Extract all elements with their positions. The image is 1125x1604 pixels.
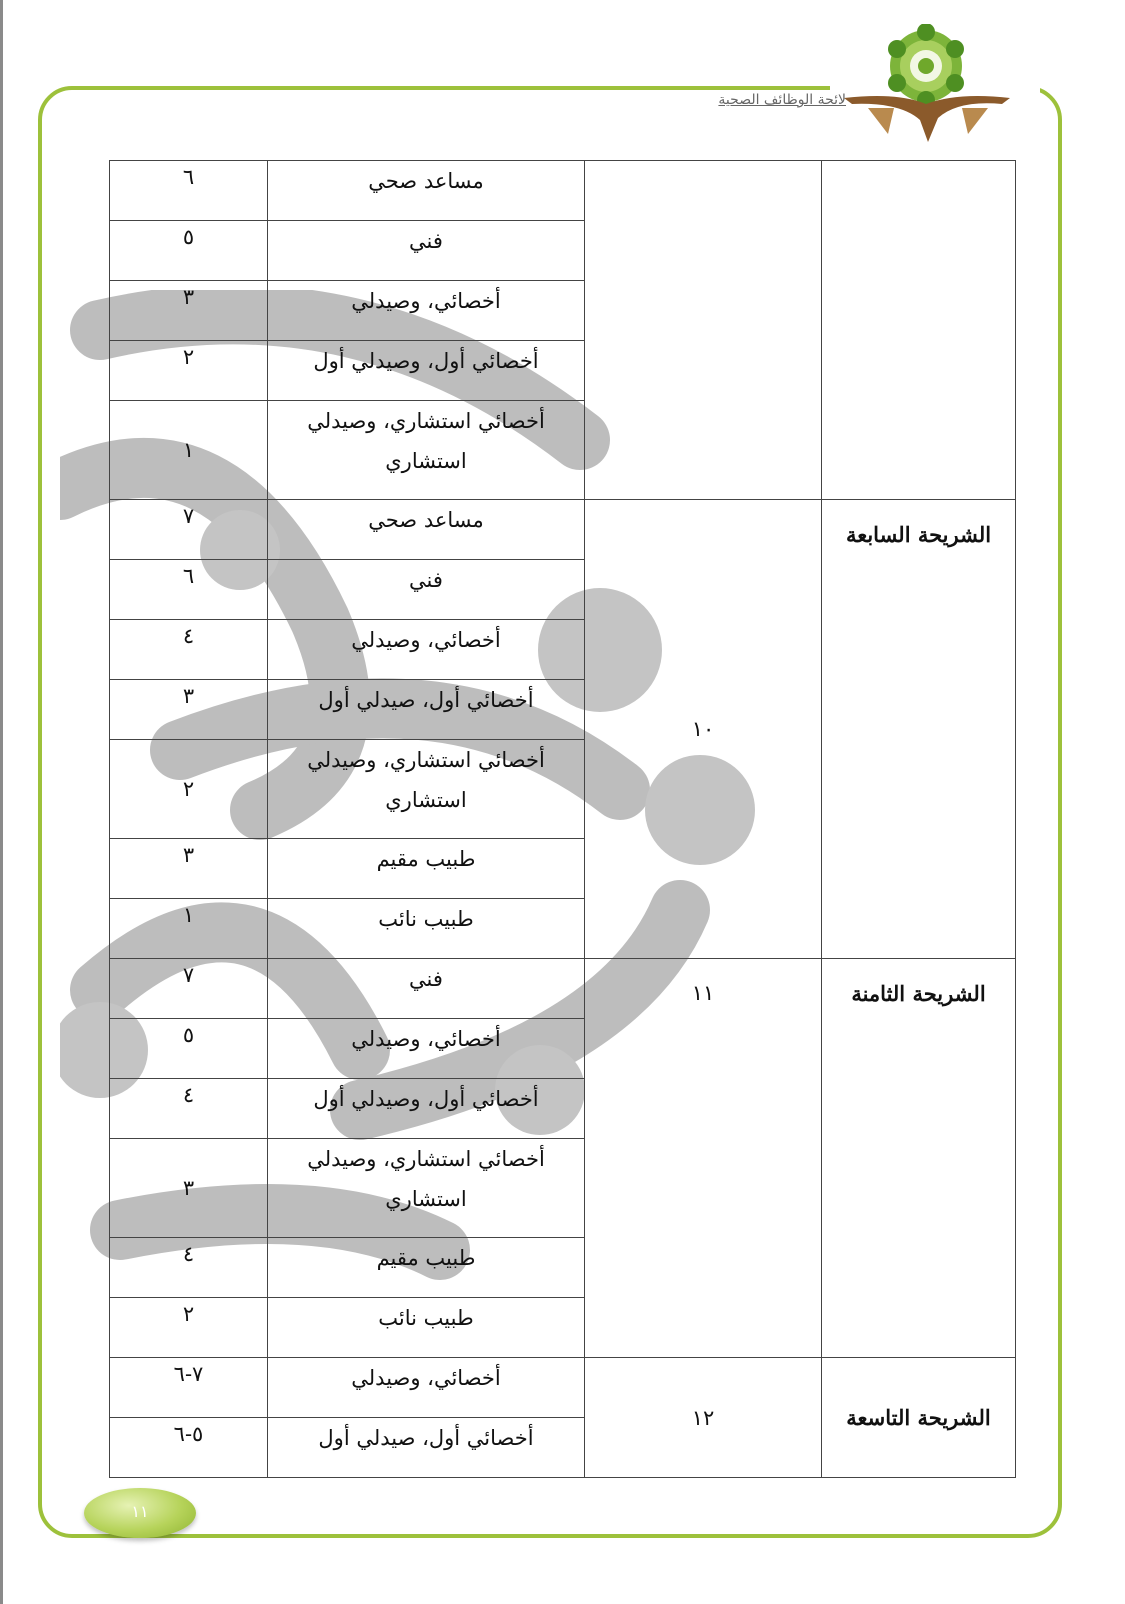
band-cell bbox=[822, 161, 1016, 500]
title-cell: مساعد صحي bbox=[268, 161, 585, 221]
title-cell: طبيب مقيم bbox=[268, 1238, 585, 1298]
level-cell: ١٠ bbox=[585, 500, 822, 959]
title-cell: أخصائي استشاري، وصيدلي استشاري bbox=[268, 1139, 585, 1238]
grade-cell: ٥ bbox=[110, 221, 268, 281]
band-label: الشريحة الثامنة bbox=[851, 981, 986, 1006]
title-cell: أخصائي، وصيدلي bbox=[268, 281, 585, 341]
header-title: لائحة الوظائف الصحية bbox=[718, 92, 846, 108]
grade-cell: ٥ bbox=[110, 1019, 268, 1079]
grade-cell: ٢ bbox=[110, 341, 268, 401]
level-value: ١١ bbox=[691, 981, 715, 1005]
page-number: ١١ bbox=[131, 1502, 149, 1521]
grade-cell: ٧-٦ bbox=[110, 1358, 268, 1418]
band-label-cell bbox=[822, 959, 1016, 1358]
table-row bbox=[110, 959, 1016, 1019]
title-cell: فني bbox=[268, 221, 585, 281]
grade-cell: ٣ bbox=[110, 281, 268, 341]
title-cell: أخصائي، وصيدلي bbox=[268, 620, 585, 680]
grade-cell: ٣ bbox=[110, 680, 268, 740]
grade-cell: ١ bbox=[110, 401, 268, 500]
grade-cell: ٤ bbox=[110, 1079, 268, 1139]
title-cell: أخصائي، وصيدلي bbox=[268, 1019, 585, 1079]
title-cell: أخصائي، وصيدلي bbox=[268, 1358, 585, 1418]
title-cell: طبيب نائب bbox=[268, 1298, 585, 1358]
title-cell: مساعد صحي bbox=[268, 500, 585, 560]
band-label-cell bbox=[822, 1358, 1016, 1478]
level-cell bbox=[585, 959, 822, 1358]
table-row bbox=[110, 161, 1016, 221]
page-left-edge bbox=[0, 0, 3, 1604]
title-cell: طبيب نائب bbox=[268, 899, 585, 959]
title-cell: أخصائي استشاري، وصيدلي استشاري bbox=[268, 740, 585, 839]
grade-cell: ٤ bbox=[110, 1238, 268, 1298]
title-cell: أخصائي أول، صيدلي أول bbox=[268, 680, 585, 740]
title-cell: أخصائي أول، وصيدلي أول bbox=[268, 1079, 585, 1139]
grade-cell: ٢ bbox=[110, 1298, 268, 1358]
grade-cell: ٦ bbox=[110, 560, 268, 620]
title-cell: فني bbox=[268, 959, 585, 1019]
grade-cell: ٣ bbox=[110, 839, 268, 899]
grades-table bbox=[109, 160, 1016, 1478]
level-cell bbox=[585, 161, 822, 500]
grade-cell: ٦ bbox=[110, 161, 268, 221]
title-cell: أخصائي استشاري، وصيدلي استشاري bbox=[268, 401, 585, 500]
band-label: الشريحة التاسعة bbox=[846, 1405, 991, 1430]
grade-cell: ٧ bbox=[110, 500, 268, 560]
ministry-logo-icon bbox=[838, 24, 1018, 154]
grade-cell: ٤ bbox=[110, 620, 268, 680]
grade-cell: ٥-٦ bbox=[110, 1418, 268, 1478]
band-label-cell bbox=[822, 500, 1016, 959]
level-cell: ١٢ bbox=[585, 1358, 822, 1478]
table-row bbox=[110, 500, 1016, 560]
grade-cell: ٢ bbox=[110, 740, 268, 839]
grade-cell: ١ bbox=[110, 899, 268, 959]
title-cell: طبيب مقيم bbox=[268, 839, 585, 899]
band-label: الشريحة السابعة bbox=[845, 522, 992, 547]
grade-cell: ٣ bbox=[110, 1139, 268, 1238]
title-cell: أخصائي أول، صيدلي أول bbox=[268, 1418, 585, 1478]
title-cell: فني bbox=[268, 560, 585, 620]
grade-cell: ٧ bbox=[110, 959, 268, 1019]
table-row bbox=[110, 1358, 1016, 1418]
title-cell: أخصائي أول، وصيدلي أول bbox=[268, 341, 585, 401]
